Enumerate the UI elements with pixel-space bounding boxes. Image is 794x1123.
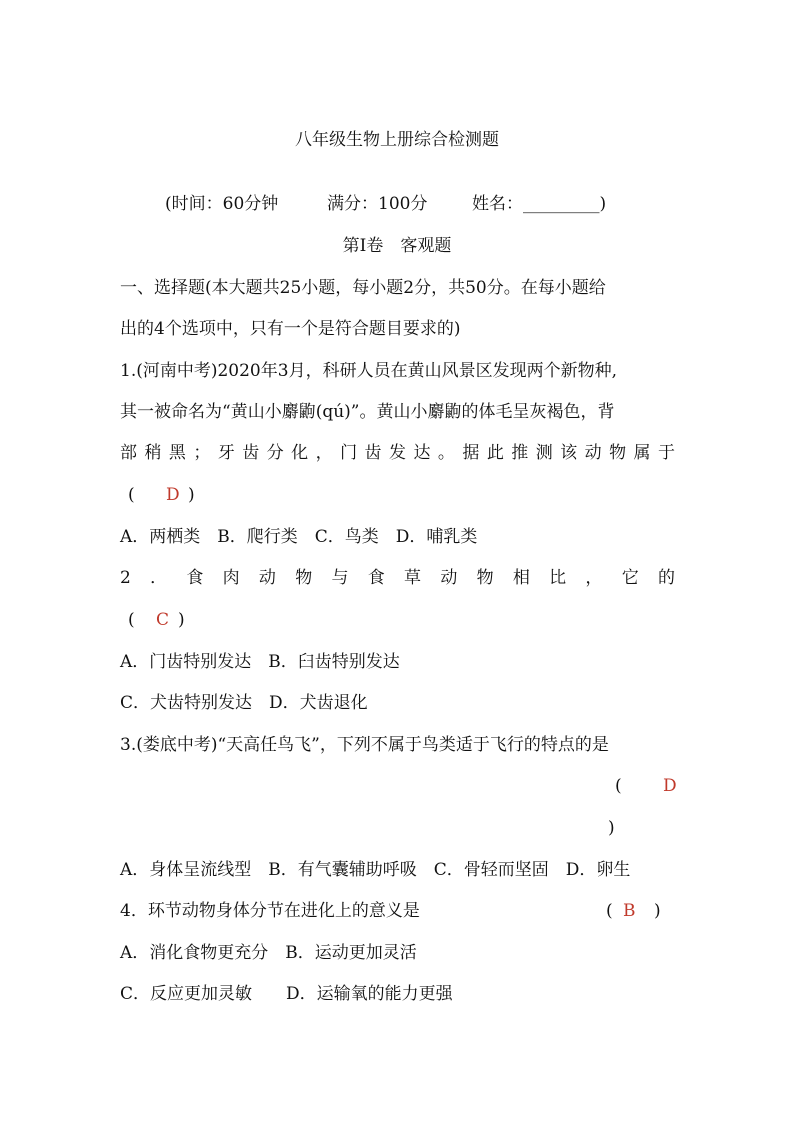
q2-paren-open: (	[128, 610, 135, 630]
q3-options: A．身体呈流线型 B．有气囊辅助呼吸 C．骨轻而坚固 D．卵生	[120, 860, 631, 880]
q2-paren-close: )	[178, 610, 185, 630]
q1-options: A．两栖类 B．爬行类 C．鸟类 D．哺乳类	[120, 527, 478, 547]
q4-options-line2: C．反应更加灵敏 D．运输氧的能力更强	[120, 984, 453, 1004]
q1-paren-close: )	[188, 485, 195, 505]
q3-paren-close: )	[608, 818, 615, 838]
q4-options-line1: A．消化食物更充分 B．运动更加灵活	[120, 943, 417, 963]
q4-paren-close: )	[654, 901, 661, 921]
q4-stem: 4．环节动物身体分节在进化上的意义是	[120, 901, 420, 921]
q1-answer: D	[166, 485, 180, 505]
score-info: 满分：100分	[327, 194, 428, 214]
q3-answer: D	[663, 776, 677, 796]
time-info: (时间：60分钟	[165, 194, 279, 214]
q4-answer: B	[623, 901, 636, 921]
part1-instruction-line1: 一、选择题(本大题共25小题，每小题2分，共50分。在每小题给	[120, 278, 606, 298]
exam-title: 八年级生物上册综合检测题	[295, 130, 499, 150]
q1-stem-line1: 1.(河南中考)2020年3月，科研人员在黄山风景区发现两个新物种,	[120, 361, 617, 381]
q2-stem: 2．食肉动物与食草动物相比，它的	[120, 568, 675, 588]
q1-paren-open: (	[128, 485, 135, 505]
q2-options-line2: C．犬齿特别发达 D．犬齿退化	[120, 693, 368, 713]
name-field: 姓名：_________)	[472, 194, 607, 214]
q3-stem: 3.(娄底中考)“天高任鸟飞”，下列不属于鸟类适于飞行的特点的是	[120, 735, 609, 755]
q1-stem-line2: 其一被命名为“黄山小麝鼩(qú)”。黄山小麝鼩的体毛呈灰褐色，背	[120, 402, 615, 422]
section-heading: 第Ⅰ卷 客观题	[342, 236, 452, 256]
part1-instruction-line2: 出的4个选项中，只有一个是符合题目要求的)	[120, 319, 461, 339]
q2-answer: C	[156, 610, 170, 630]
q3-paren-open: (	[615, 776, 622, 796]
q2-options-line1: A．门齿特别发达 B．臼齿特别发达	[120, 652, 400, 672]
q4-paren-open: (	[606, 901, 613, 921]
q1-stem-line3: 部稍黑；牙齿分化，门齿发达。据此推测该动物属于	[120, 443, 675, 463]
